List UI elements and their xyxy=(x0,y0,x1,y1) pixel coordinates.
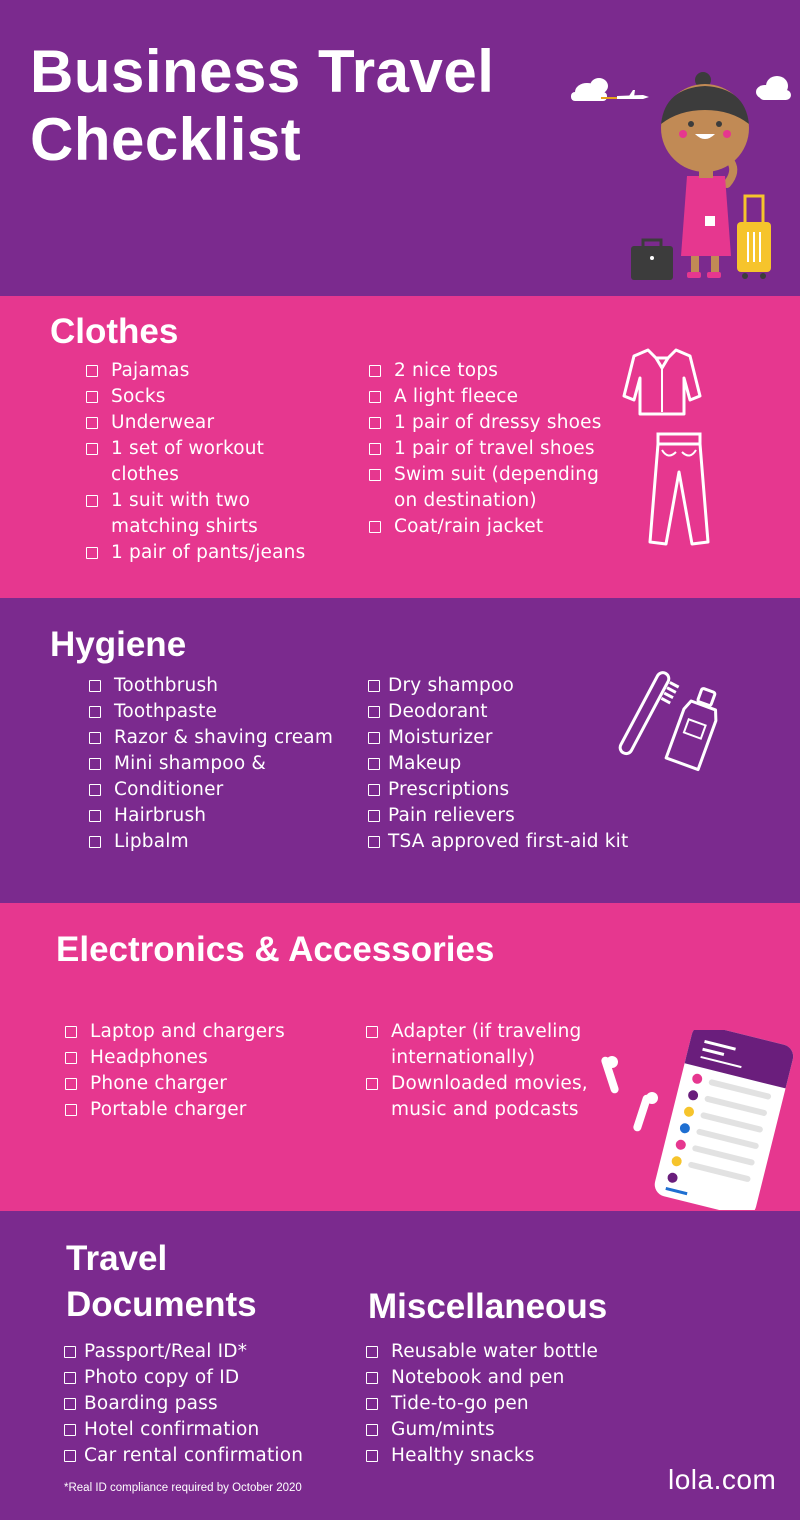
item-label: 1 pair of pants/jeans xyxy=(111,542,306,563)
checklist-item[interactable] xyxy=(366,1391,646,1417)
checklist-item[interactable] xyxy=(65,1045,345,1071)
checkbox[interactable] xyxy=(366,1026,378,1038)
checkbox[interactable] xyxy=(65,1078,77,1090)
checklist-item[interactable] xyxy=(86,488,356,514)
item-label: Laptop and chargers xyxy=(90,1021,285,1042)
checklist-item[interactable] xyxy=(369,410,619,436)
cloud-icon xyxy=(756,76,791,100)
checkbox[interactable] xyxy=(369,469,381,481)
item-label: Deodorant xyxy=(388,701,488,722)
checklist-item[interactable] xyxy=(366,1365,646,1391)
item-label: Gum/mints xyxy=(391,1419,495,1440)
checklist-item[interactable] xyxy=(64,1365,354,1391)
footnote: *Real ID compliance required by October 2020 xyxy=(64,1482,302,1494)
checklist-item[interactable] xyxy=(65,1097,345,1123)
checkbox[interactable] xyxy=(89,758,101,770)
item-label: Makeup xyxy=(388,753,462,774)
misc-title: Miscellaneous xyxy=(368,1287,608,1326)
checkbox[interactable] xyxy=(65,1104,77,1116)
checklist-item[interactable] xyxy=(369,358,619,384)
item-label: 2 nice tops xyxy=(394,360,499,381)
checkbox[interactable] xyxy=(369,391,381,403)
toothbrush-icon xyxy=(614,664,724,776)
checklist-item[interactable] xyxy=(64,1443,354,1469)
page-title xyxy=(30,38,570,174)
electronics-title: Electronics & Accessories xyxy=(56,930,495,969)
item-label: Razor & shaving cream xyxy=(114,727,334,748)
checklist-item[interactable] xyxy=(64,1417,354,1443)
checklist-item[interactable] xyxy=(369,384,619,410)
checkbox[interactable] xyxy=(369,443,381,455)
checkbox[interactable] xyxy=(89,706,101,718)
checkbox[interactable] xyxy=(86,417,98,429)
checklist-item[interactable] xyxy=(368,673,648,699)
item-label: 1 pair of dressy shoes xyxy=(394,412,602,433)
checklist-item[interactable] xyxy=(86,410,356,436)
documents-list xyxy=(64,1339,354,1469)
item-label: Passport/Real ID* xyxy=(84,1341,248,1362)
checkbox[interactable] xyxy=(368,810,380,822)
checklist-item[interactable] xyxy=(369,436,619,462)
checkbox[interactable] xyxy=(65,1052,77,1064)
item-label: Boarding pass xyxy=(84,1393,218,1414)
checklist-item[interactable] xyxy=(369,514,619,540)
checklist-item-continued xyxy=(366,1097,606,1123)
checkbox[interactable] xyxy=(368,706,380,718)
checklist-item-continued xyxy=(86,514,356,540)
checklist-item[interactable] xyxy=(366,1019,606,1045)
item-label: Downloaded movies, xyxy=(391,1073,588,1094)
item-label: Lipbalm xyxy=(114,831,189,852)
checkbox[interactable] xyxy=(366,1078,378,1090)
checklist-item[interactable] xyxy=(86,358,356,384)
checkbox[interactable] xyxy=(89,732,101,744)
checkbox[interactable] xyxy=(89,784,101,796)
item-label: Notebook and pen xyxy=(391,1367,565,1388)
checkbox[interactable] xyxy=(369,521,381,533)
checklist-item[interactable] xyxy=(65,1071,345,1097)
checklist-item[interactable] xyxy=(89,829,359,855)
item-label: Socks xyxy=(111,386,166,407)
item-label: 1 suit with two xyxy=(111,490,251,511)
electronics-list-left xyxy=(65,1019,345,1123)
checklist-item-continued xyxy=(86,462,356,488)
bottle-icon xyxy=(666,685,724,770)
item-label: Photo copy of ID xyxy=(84,1367,240,1388)
earbuds-icon xyxy=(600,1056,658,1133)
item-label: clothes xyxy=(111,464,180,485)
item-label: Toothbrush xyxy=(114,675,219,696)
checkbox[interactable] xyxy=(89,680,101,692)
hygiene-list-right xyxy=(368,673,648,855)
airplane-icon xyxy=(601,90,649,99)
item-label: Toothpaste xyxy=(114,701,218,722)
item-label: internationally) xyxy=(391,1047,536,1068)
item-label: matching shirts xyxy=(111,516,258,537)
checklist-item[interactable] xyxy=(86,540,356,566)
item-label: Hairbrush xyxy=(114,805,207,826)
checkbox[interactable] xyxy=(368,732,380,744)
item-label: music and podcasts xyxy=(391,1099,579,1120)
checkbox[interactable] xyxy=(366,1450,378,1462)
checklist-item[interactable] xyxy=(64,1391,354,1417)
checkbox[interactable] xyxy=(86,365,98,377)
checklist-item[interactable] xyxy=(368,829,648,855)
checkbox[interactable] xyxy=(89,810,101,822)
item-label: Coat/rain jacket xyxy=(394,516,544,537)
checklist-item[interactable] xyxy=(366,1339,646,1365)
checkbox[interactable] xyxy=(369,417,381,429)
checklist-item[interactable] xyxy=(368,751,648,777)
clothes-list-right xyxy=(369,358,619,540)
checkbox[interactable] xyxy=(86,391,98,403)
checkbox[interactable] xyxy=(64,1398,76,1410)
item-label: Conditioner xyxy=(114,779,224,800)
misc-list xyxy=(366,1339,646,1469)
brand-link[interactable]: lola.com xyxy=(668,1464,777,1495)
item-label: Prescriptions xyxy=(388,779,510,800)
item-label: Portable charger xyxy=(90,1099,247,1120)
checklist-item[interactable] xyxy=(368,699,648,725)
checklist-item-continued xyxy=(369,488,619,514)
checkbox[interactable] xyxy=(366,1346,378,1358)
checkbox[interactable] xyxy=(368,680,380,692)
item-label: 1 pair of travel shoes xyxy=(394,438,595,459)
checkbox[interactable] xyxy=(86,443,98,455)
checklist-item[interactable] xyxy=(86,436,356,462)
clothes-list-left xyxy=(86,358,356,566)
item-label: Mini shampoo & xyxy=(114,753,267,774)
traveler-illustration xyxy=(565,66,795,286)
pants-icon xyxy=(648,430,710,550)
hygiene-title: Hygiene xyxy=(50,625,187,664)
item-label: Tide-to-go pen xyxy=(391,1393,529,1414)
checklist-item[interactable] xyxy=(368,777,648,803)
documents-title-line-2: Documents xyxy=(66,1285,257,1324)
checkbox[interactable] xyxy=(366,1372,378,1384)
item-label: Pajamas xyxy=(111,360,190,381)
checkbox[interactable] xyxy=(86,547,98,559)
item-label: Pain relievers xyxy=(388,805,516,826)
checklist-item[interactable] xyxy=(369,462,619,488)
item-label: Adapter (if traveling xyxy=(391,1021,582,1042)
item-label: on destination) xyxy=(394,490,537,511)
checklist-item[interactable] xyxy=(366,1417,646,1443)
checklist-item[interactable] xyxy=(89,777,359,803)
electronics-list-right xyxy=(366,1019,606,1123)
checklist-item[interactable] xyxy=(64,1339,354,1365)
item-label: 1 set of workout xyxy=(111,438,265,459)
checklist-item[interactable] xyxy=(368,725,648,751)
item-label: Phone charger xyxy=(90,1073,228,1094)
checklist-item[interactable] xyxy=(366,1443,646,1469)
checklist-item[interactable] xyxy=(89,803,359,829)
checkbox[interactable] xyxy=(64,1346,76,1358)
item-label: Hotel confirmation xyxy=(84,1419,260,1440)
checkbox[interactable] xyxy=(368,758,380,770)
title-line-1: Business Travel xyxy=(30,38,495,105)
checkbox[interactable] xyxy=(366,1398,378,1410)
checkbox[interactable] xyxy=(369,365,381,377)
checklist-item[interactable] xyxy=(89,699,359,725)
item-label: Underwear xyxy=(111,412,215,433)
checkbox[interactable] xyxy=(368,836,380,848)
checklist-item[interactable] xyxy=(89,673,359,699)
checkbox[interactable] xyxy=(65,1026,77,1038)
item-label: Healthy snacks xyxy=(391,1445,535,1466)
title-line-2: Checklist xyxy=(30,106,302,173)
checkbox[interactable] xyxy=(89,836,101,848)
checklist-item[interactable] xyxy=(86,384,356,410)
checkbox[interactable] xyxy=(86,495,98,507)
hygiene-list-left xyxy=(89,673,359,855)
item-label: Swim suit (depending xyxy=(394,464,600,485)
checklist-item[interactable] xyxy=(65,1019,345,1045)
checklist-item-continued xyxy=(366,1045,606,1071)
documents-title xyxy=(66,1236,257,1328)
documents-title-line-1: Travel xyxy=(66,1239,168,1278)
shirt-icon xyxy=(620,344,704,418)
checklist-item[interactable] xyxy=(89,725,359,751)
item-label: Dry shampoo xyxy=(388,675,514,696)
item-label: Headphones xyxy=(90,1047,208,1068)
checkbox[interactable] xyxy=(64,1372,76,1384)
clothes-title: Clothes xyxy=(50,312,179,351)
checklist-item[interactable] xyxy=(368,803,648,829)
phone-icon xyxy=(598,1030,798,1210)
checkbox[interactable] xyxy=(366,1424,378,1436)
item-label: TSA approved first-aid kit xyxy=(388,831,629,852)
item-label: Reusable water bottle xyxy=(391,1341,599,1362)
item-label: Moisturizer xyxy=(388,727,493,748)
checkbox[interactable] xyxy=(64,1450,76,1462)
checkbox[interactable] xyxy=(368,784,380,796)
checklist-item[interactable] xyxy=(366,1071,606,1097)
item-label: Car rental confirmation xyxy=(84,1445,304,1466)
checkbox[interactable] xyxy=(64,1424,76,1436)
checklist-item[interactable] xyxy=(89,751,359,777)
item-label: A light fleece xyxy=(394,386,519,407)
